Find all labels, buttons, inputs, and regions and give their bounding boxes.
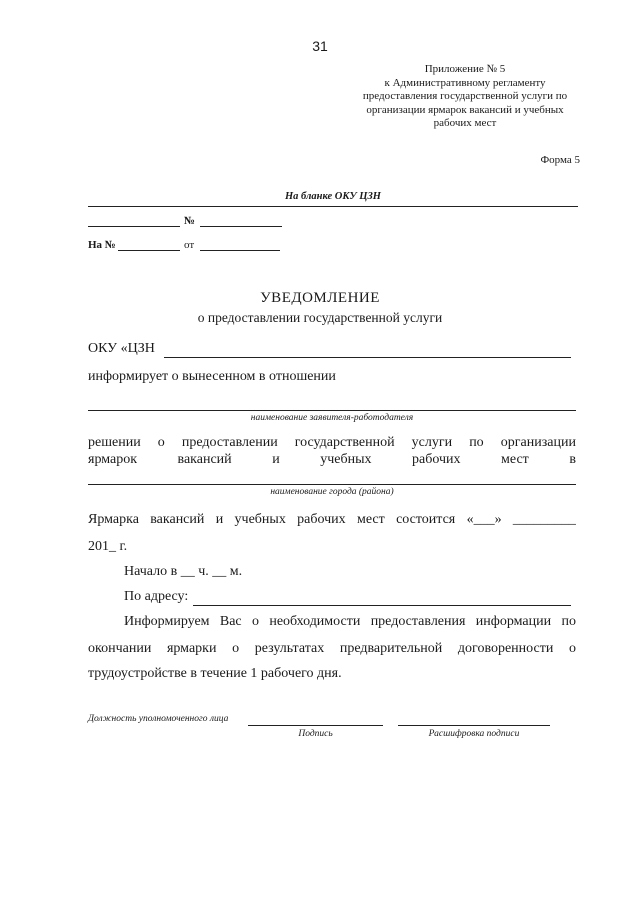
word: необходимости <box>269 614 361 629</box>
word: организации <box>500 435 576 450</box>
document-title: УВЕДОМЛЕНИЕ <box>260 290 380 306</box>
fair-day-field[interactable]: «___» <box>466 512 502 527</box>
decoding-line[interactable] <box>398 725 550 726</box>
word: окончании <box>88 641 152 656</box>
decision-line-2 <box>88 452 576 468</box>
ref-number-line[interactable] <box>118 250 180 251</box>
decoding-caption: Расшифровка подписи <box>428 729 520 739</box>
fair-line <box>88 512 576 528</box>
word: о <box>251 614 259 629</box>
word: Информируем <box>124 614 210 629</box>
word: договоренности <box>457 641 554 656</box>
word: рабочих <box>412 452 461 467</box>
oku-prefix: ОКУ «ЦЗН <box>88 341 155 356</box>
ref-from-label: от <box>184 239 195 251</box>
appendix-line: Приложение № 5 <box>424 63 506 75</box>
word: информации <box>475 614 552 629</box>
appendix-line: предоставления государственной услуги по <box>362 90 568 102</box>
address-label: По адресу: <box>124 589 189 604</box>
word: ярмарок <box>88 452 138 467</box>
appendix-line: организации ярмарок вакансий и учебных <box>366 103 564 116</box>
word: состоится <box>396 512 456 527</box>
ref-date-line[interactable] <box>200 250 280 251</box>
date-field-line[interactable] <box>88 226 180 227</box>
word: решении <box>88 435 141 450</box>
start-time-text: Начало в __ ч. __ м. <box>124 564 243 579</box>
informs-text: информирует о вынесенном в отношении <box>88 369 336 384</box>
applicant-caption: наименование заявителя-работодателя <box>250 413 414 423</box>
word: учебных <box>234 512 286 527</box>
appendix-block <box>360 63 570 131</box>
signature-line[interactable] <box>248 725 383 726</box>
appendix-line: рабочих мест <box>433 117 497 129</box>
form-label: Форма 5 <box>540 154 580 166</box>
word: вакансий <box>177 452 232 467</box>
word: мест <box>501 452 529 467</box>
word: по <box>561 614 576 629</box>
word: результатах <box>254 641 325 656</box>
word: в <box>569 452 576 467</box>
city-line[interactable] <box>88 484 576 485</box>
word: предоставлении <box>181 435 278 450</box>
oku-name-line[interactable] <box>164 357 571 358</box>
signature-caption: Подпись <box>298 729 333 739</box>
page-number: 31 <box>312 38 328 54</box>
position-label: Должность уполномоченного лица <box>88 714 229 724</box>
applicant-line[interactable] <box>88 410 576 411</box>
inform-line-3: трудоустройстве в течение 1 рабочего дня. <box>88 666 342 681</box>
inform-line-1 <box>124 614 576 630</box>
letterhead-label: На бланке ОКУ ЦЗН <box>285 191 381 202</box>
word: мест <box>357 512 385 527</box>
word: о <box>568 641 576 656</box>
word: по <box>469 435 484 450</box>
word: предварительной <box>339 641 443 656</box>
word: о <box>157 435 165 450</box>
word: ярмарки <box>166 641 217 656</box>
city-caption: наименование города (района) <box>270 487 394 497</box>
word: о <box>232 641 240 656</box>
word: учебных <box>320 452 372 467</box>
word: услуги <box>411 435 453 450</box>
decision-line-1 <box>88 435 576 451</box>
ref-number-label: На № <box>88 239 116 251</box>
letterhead-line <box>88 206 578 207</box>
word: вакансий <box>150 512 205 527</box>
inform-line-2 <box>88 641 576 657</box>
word: предоставления <box>370 614 466 629</box>
fair-month-field[interactable]: _________ <box>512 512 576 527</box>
word: и <box>272 452 280 467</box>
appendix-line: к Административному регламенту <box>384 76 546 89</box>
document-subtitle: о предоставлении государственной услуги <box>197 310 443 325</box>
word: Вас <box>219 614 242 629</box>
word: государственной <box>294 435 395 450</box>
number-field-line[interactable] <box>200 226 282 227</box>
address-line[interactable] <box>193 605 571 606</box>
word: и <box>215 512 224 527</box>
word: Ярмарка <box>88 512 139 527</box>
number-symbol: № <box>184 215 196 227</box>
word: рабочих <box>297 512 346 527</box>
year-text: 201_ г. <box>88 539 128 554</box>
